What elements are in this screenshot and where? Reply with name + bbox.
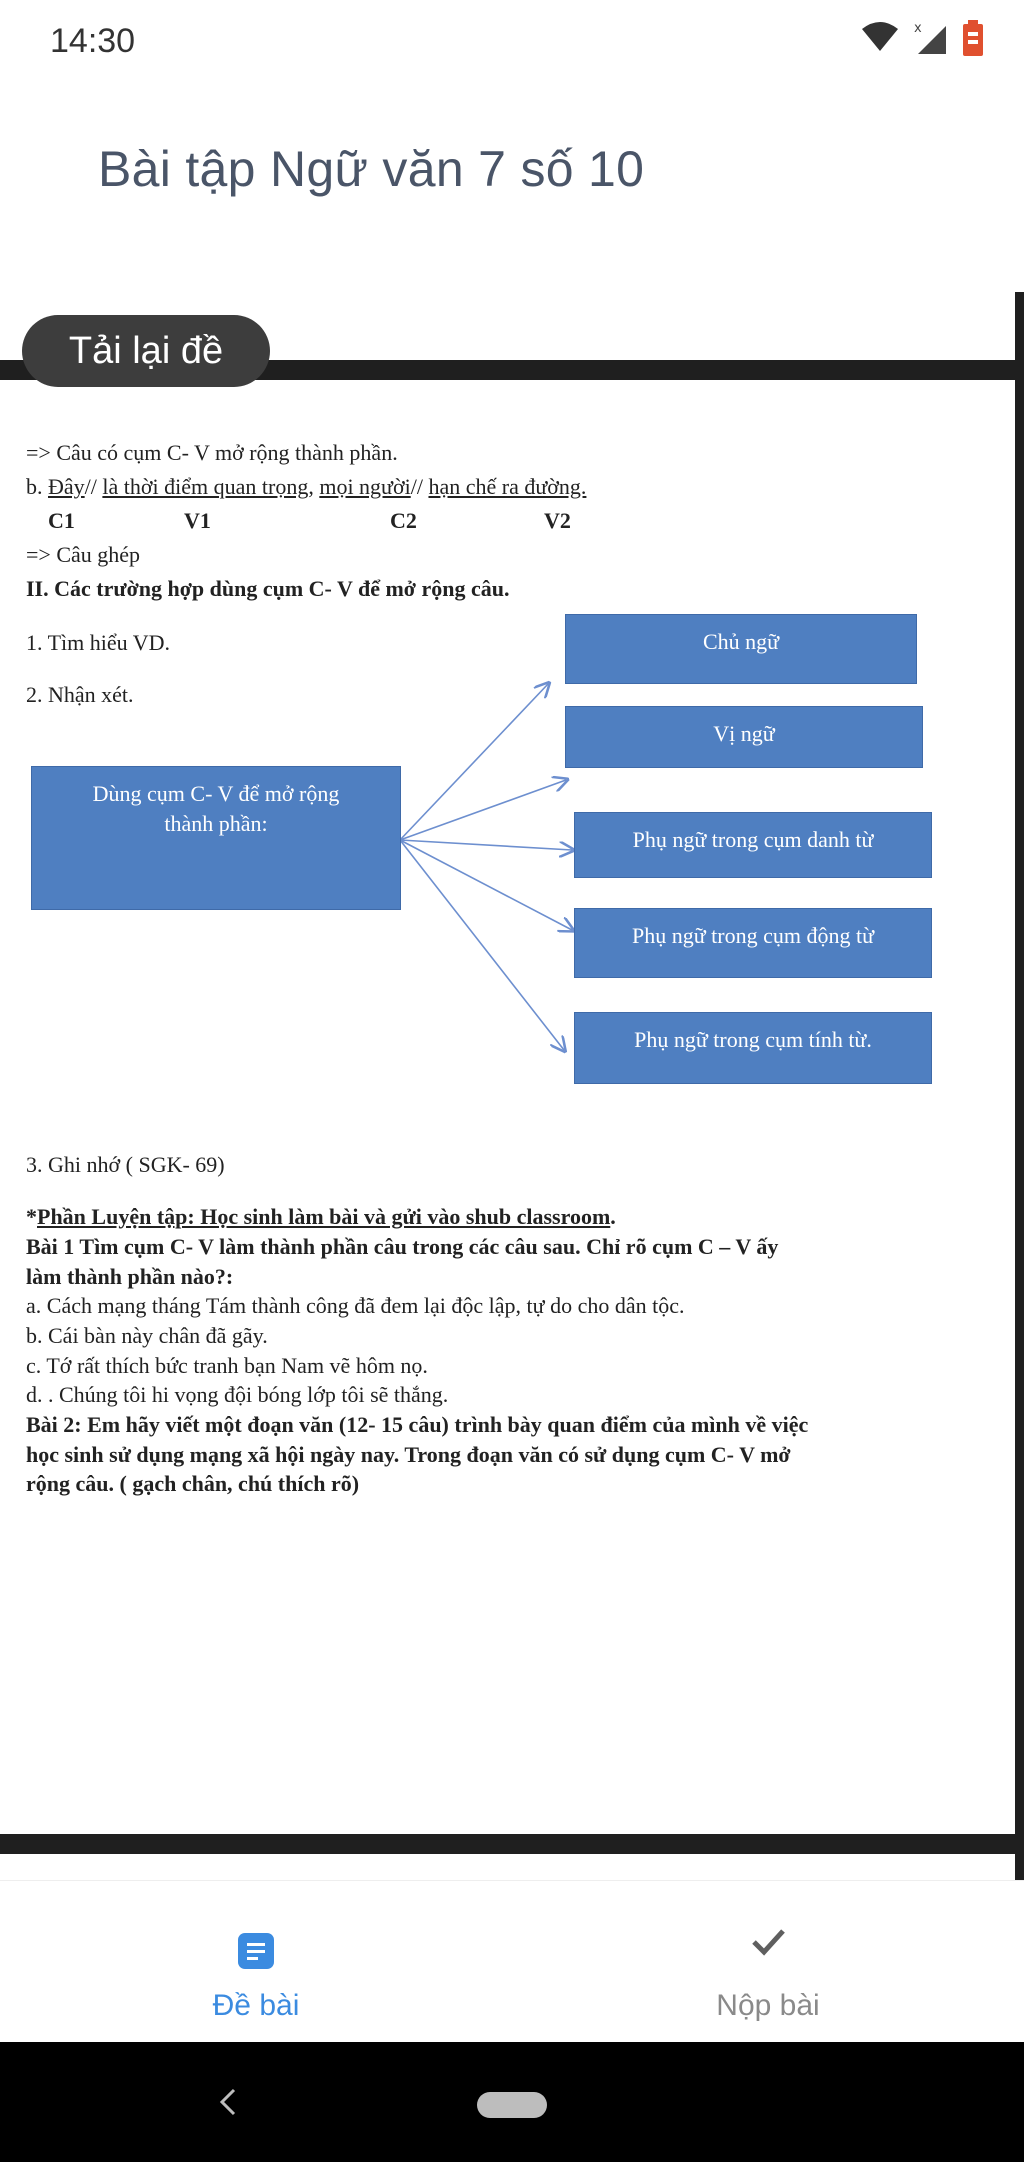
status-bar [0, 0, 1024, 88]
doc-line: 3. Ghi nhớ ( SGK- 69) [26, 1152, 225, 1177]
exercise-1-line: làm thành phần nào?: [26, 1264, 234, 1289]
diagram-target-label: Phụ ngữ trong cụm tính từ. [634, 1027, 872, 1052]
practice-end: . [610, 1204, 616, 1229]
predicate-1: là thời điểm quan trọng [102, 474, 309, 499]
diagram-arrow [400, 780, 566, 840]
exercise-1-line: Bài 1 Tìm cụm C- V làm thành phần câu trong các câu sau. Chỉ rõ cụm C – V ấy [26, 1234, 779, 1259]
practice-star: * [26, 1204, 37, 1229]
diagram-target-label: Chủ ngữ [702, 629, 780, 654]
diagram-target-label: Vị ngữ [713, 721, 775, 746]
label-c1: C1 [48, 508, 75, 533]
diagram-arrow [400, 840, 564, 1050]
practice-heading [26, 1204, 616, 1230]
exercise-2-line: Bài 2: Em hãy viết một đoạn văn (12- 15 câu) trình bày quan điểm của mình về việc [26, 1412, 809, 1437]
diagram-target-box [574, 812, 932, 878]
exercise-2-line: rộng câu. ( gạch chân, chú thích rõ) [26, 1471, 360, 1496]
label-c2: C2 [390, 508, 417, 533]
signal-icon [914, 20, 948, 56]
diagram-target-label: Phụ ngữ trong cụm danh từ [632, 827, 874, 852]
separator: // [84, 474, 103, 499]
doc-line: 2. Nhận xét. [26, 682, 134, 707]
document-right-border [1015, 292, 1024, 1882]
label-v1: V1 [184, 508, 211, 533]
doc-line: 1. Tìm hiểu VD. [26, 630, 171, 655]
tab-exam-label: Đề bài [212, 1989, 300, 2022]
system-nav-bar [0, 2042, 1024, 2162]
diagram-arrow [400, 684, 548, 840]
diagram-target-box [574, 1012, 932, 1084]
wifi-icon [860, 21, 900, 55]
assignment-icon [236, 1931, 276, 1971]
tab-exam[interactable] [0, 1881, 512, 2043]
label-v2: V2 [544, 508, 571, 533]
diagram-target-box [565, 614, 917, 684]
exercise-item: c. Tớ rất thích bức tranh bạn Nam vẽ hôm nọ. [26, 1353, 428, 1378]
exercise-2-line: học sinh sử dụng mạng xã hội ngày nay. Trong đoạn văn có sử dụng cụm C- V mở [26, 1442, 791, 1467]
svg-text:x: x [914, 21, 922, 36]
diagram-arrow [400, 840, 572, 850]
practice-title: Phần Luyện tập: Học sinh làm bài và gửi vào shub classroom [37, 1204, 611, 1229]
exercise-item: b. Cái bàn này chân đã gãy. [26, 1323, 268, 1348]
bottom-nav [0, 1880, 1024, 2043]
home-pill[interactable] [477, 2092, 547, 2118]
diagram-target-box [565, 706, 923, 768]
diagram-target-label: Phụ ngữ trong cụm động từ [631, 923, 874, 948]
separator: // [410, 474, 429, 499]
diagram-target-box [574, 908, 932, 978]
page-title: Bài tập Ngữ văn 7 số 10 [98, 141, 645, 197]
predicate-2: hạn chế ra đường. [428, 474, 587, 499]
section-heading: II. Các trường hợp dùng cụm C- V để mở rộng câu. [26, 576, 510, 601]
battery-icon [962, 20, 984, 56]
line-b-prefix: b. [26, 474, 48, 499]
diagram-arrow [400, 840, 572, 930]
status-time: 14:30 [50, 22, 136, 60]
diagram-source-label: Dùng cụm C- V để mở rộng thành phần: [92, 781, 340, 836]
subject-2: mọi người [319, 474, 411, 499]
tab-submit-label: Nộp bài [716, 1989, 820, 2022]
document-bottom-border [0, 1834, 1024, 1854]
exercise-item: a. Cách mạng tháng Tám thành công đã đem lại độc lập, tự do cho dân tộc. [26, 1293, 685, 1318]
subject-1: Đây [48, 474, 85, 499]
diagram-source-box [31, 766, 401, 910]
check-icon [748, 1921, 788, 1961]
exercise-item: d. . Chúng tôi hi vọng đội bóng lớp tôi sẽ thắng. [26, 1382, 449, 1407]
tab-submit[interactable] [512, 1881, 1024, 2043]
back-icon[interactable] [216, 2086, 240, 2118]
reload-exam-button[interactable]: Tải lại đề [22, 315, 270, 387]
doc-line: => Câu ghép [26, 542, 141, 567]
comma: , [308, 474, 320, 499]
doc-line: => Câu có cụm C- V mở rộng thành phần. [26, 440, 398, 465]
